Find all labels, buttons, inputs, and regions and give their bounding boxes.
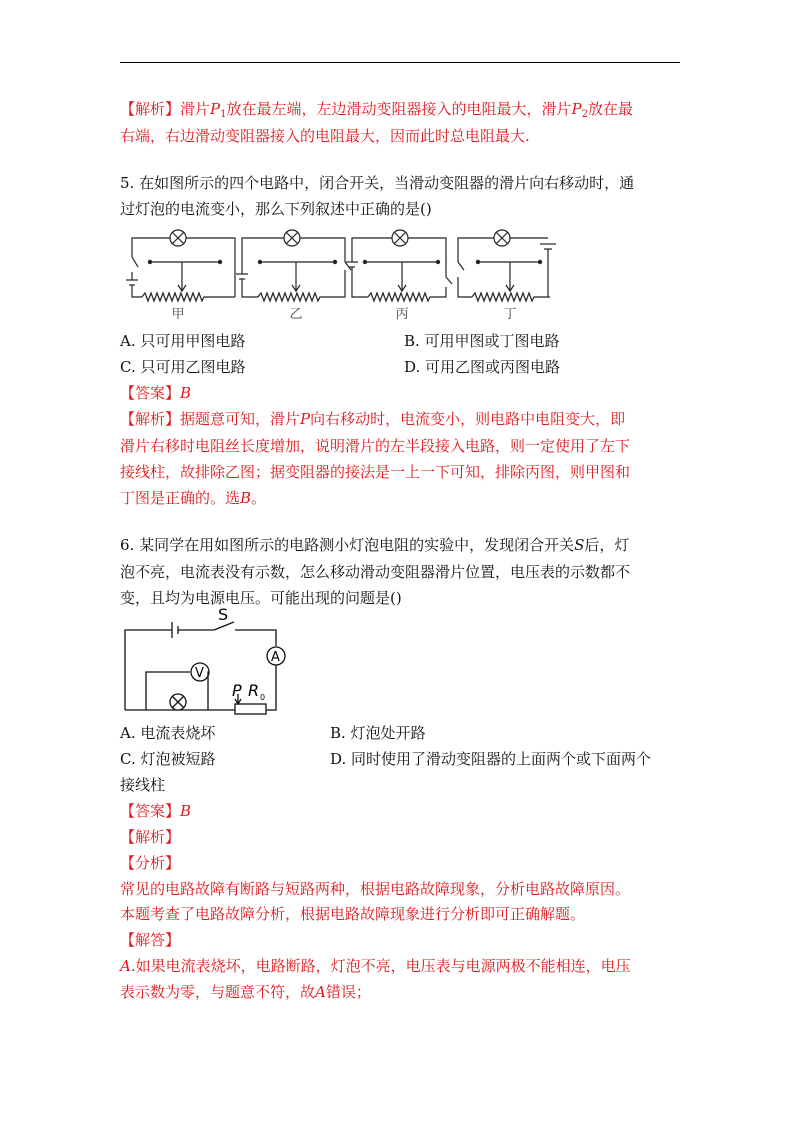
fig-switch-label: S (218, 605, 229, 624)
q5-option-a: A. 只可用甲图电路 (120, 332, 246, 350)
q6-fenxi-heading: 【分析】 (120, 854, 181, 872)
ammeter-symbol: A (271, 650, 280, 665)
fig-slider-label: P (232, 681, 242, 700)
figure-label-bing: 丙 (395, 307, 409, 322)
q4-explanation-line1: 【解析】滑片$P_1$放在最左端，左边滑动变阻器接入的电阻最大，滑片$P_2$放在最 (120, 100, 633, 120)
figure-label-yi: 乙 (289, 307, 303, 322)
circuit-bing (346, 230, 452, 301)
fig-rheostat-label: R (248, 681, 260, 700)
q5-explanation-line1: 【解析】据题意可知，滑片P向右移动时，电流变小，则电路中电阻变大，即 (120, 410, 626, 428)
header-rule (120, 62, 680, 63)
q6-option-c: C. 灯泡被短路 (120, 750, 216, 768)
circuit-jia (126, 230, 235, 301)
circuit-yi (236, 230, 351, 301)
q5-circuit-figure (120, 222, 560, 324)
q6-answer: 【答案】B (120, 802, 192, 820)
q5-answer: 【答案】B (120, 384, 192, 402)
figure-label-ding: 丁 (503, 307, 517, 322)
q6-circuit-figure (118, 602, 288, 720)
q5-stem-line2: 过灯泡的电流变小，那么下列叙述中正确的是() (120, 200, 432, 218)
q4-explanation-line2: 右端，右边滑动变阻器接入的电阻最大，因而此时总电阻最大. (120, 127, 530, 145)
q6-option-a: A. 电流表烧坏 (120, 724, 216, 742)
q6-option-d: D. 同时使用了滑动变阻器的上面两个或下面两个 (330, 750, 652, 768)
q6-option-b: B. 灯泡处开路 (330, 724, 426, 742)
q6-option-d-continued: 接线柱 (120, 776, 166, 794)
q5-explanation-line3: 接线柱，故排除乙图；据变阻器的接法是一上一下可知，排除丙图，则甲图和 (120, 463, 631, 481)
q6-stem-line3: 变，且均为电源电压。可能出现的问题是() (120, 589, 402, 607)
q5-option-c: C. 只可用乙图电路 (120, 358, 246, 376)
q6-solution-line1: A.如果电流表烧坏，电路断路，灯泡不亮，电压表与电源两极不能相连，电压 (120, 957, 631, 975)
fig-rheostat-subscript: 0 (260, 693, 266, 702)
q5-stem-line1: 5. 在如图所示的四个电路中，闭合开关，当滑动变阻器的滑片向右移动时，通 (120, 174, 635, 192)
q6-jieda-heading: 【解答】 (120, 931, 181, 949)
q5-explanation-line2: 滑片右移时电阻丝长度增加，说明滑片的左半段接入电路，则一定使用了左下 (120, 437, 631, 455)
q5-option-b: B. 可用甲图或丁图电路 (404, 332, 560, 350)
q6-stem-line1: 6. 某同学在用如图所示的电路测小灯泡电阻的实验中，发现闭合开关S后，灯 (120, 536, 630, 554)
q5-option-d: D. 可用乙图或丙图电路 (404, 358, 561, 376)
q6-jiexi-heading: 【解析】 (120, 828, 181, 846)
circuit-ding (458, 230, 556, 301)
q6-solution-line2: 表示数为零，与题意不符，故A错误； (120, 983, 371, 1001)
q6-analysis-line2: 本题考查了电路故障分析，根据电路故障现象进行分析即可正确解题。 (120, 905, 586, 923)
q5-explanation-line4: 丁图是正确的。选B。 (120, 489, 267, 507)
figure-label-jia: 甲 (171, 307, 185, 322)
q6-stem-line2: 泡不亮，电流表没有示数，怎么移动滑动变阻器滑片位置，电压表的示数都不 (120, 563, 631, 581)
voltmeter-symbol: V (195, 666, 204, 681)
q6-analysis-line1: 常见的电路故障有断路与短路两种，根据电路故障现象，分析电路故障原因。 (120, 880, 631, 898)
